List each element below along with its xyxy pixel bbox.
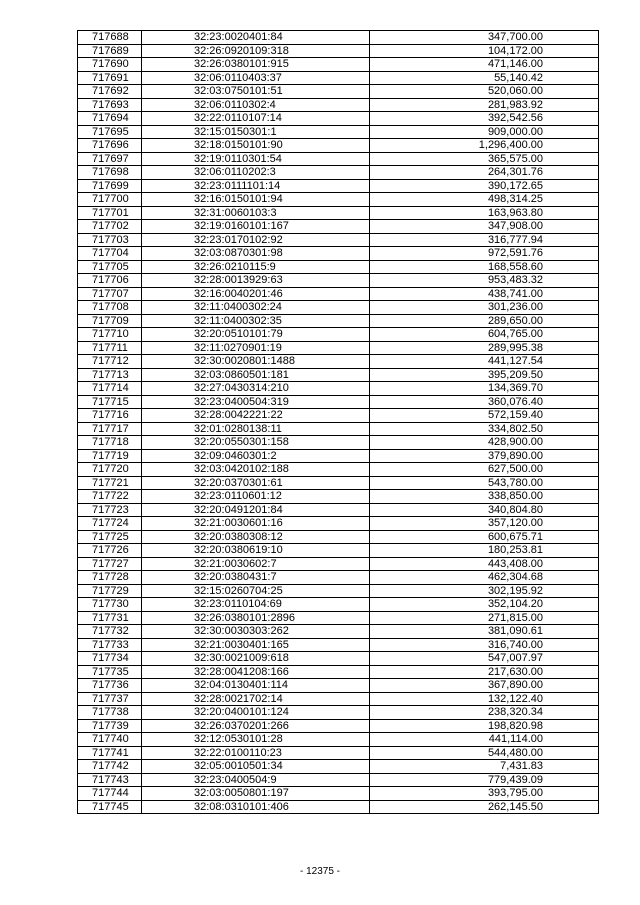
table-row <box>78 233 599 247</box>
cadastral-number-cell: 32:16:0040201:46 <box>142 287 370 301</box>
cadastral-number-cell: 32:28:0042221:22 <box>142 409 370 423</box>
cadastral-number-cell: 32:20:0370301:61 <box>142 476 370 490</box>
amount-cell: 972,591.76 <box>370 247 599 261</box>
record-id-cell: 717737 <box>78 692 142 706</box>
amount-cell: 132,122.40 <box>370 692 599 706</box>
table-row <box>78 58 599 72</box>
record-id-cell: 717722 <box>78 490 142 504</box>
record-id-cell: 717725 <box>78 530 142 544</box>
record-id-cell: 717743 <box>78 773 142 787</box>
amount-cell: 7,431.83 <box>370 760 599 774</box>
table-row <box>78 301 599 315</box>
cadastral-number-cell: 32:26:0370201:266 <box>142 719 370 733</box>
amount-cell: 365,575.00 <box>370 152 599 166</box>
cadastral-number-cell: 32:06:0110202:3 <box>142 166 370 180</box>
amount-cell: 271,815.00 <box>370 611 599 625</box>
record-id-cell: 717702 <box>78 220 142 234</box>
cadastral-number-cell: 32:15:0150301:1 <box>142 125 370 139</box>
table-row <box>78 31 599 45</box>
record-id-cell: 717692 <box>78 85 142 99</box>
table-row <box>78 638 599 652</box>
amount-cell: 392,542.56 <box>370 112 599 126</box>
table-row <box>78 98 599 112</box>
cadastral-number-cell: 32:21:0030602:7 <box>142 557 370 571</box>
table-row <box>78 503 599 517</box>
table-row <box>78 760 599 774</box>
amount-cell: 520,060.00 <box>370 85 599 99</box>
record-id-cell: 717736 <box>78 679 142 693</box>
cadastral-number-cell: 32:22:0100110:23 <box>142 746 370 760</box>
record-id-cell: 717718 <box>78 436 142 450</box>
table-row <box>78 719 599 733</box>
table-row <box>78 679 599 693</box>
cadastral-number-cell: 32:28:0021702:14 <box>142 692 370 706</box>
record-id-cell: 717712 <box>78 355 142 369</box>
cadastral-number-cell: 32:01:0280138:11 <box>142 422 370 436</box>
amount-cell: 104,172.00 <box>370 44 599 58</box>
cadastral-number-cell: 32:19:0160101:167 <box>142 220 370 234</box>
record-id-cell: 717714 <box>78 382 142 396</box>
cadastral-number-cell: 32:20:0400101:124 <box>142 706 370 720</box>
table-row <box>78 449 599 463</box>
amount-cell: 180,253.81 <box>370 544 599 558</box>
amount-cell: 262,145.50 <box>370 800 599 814</box>
table-row <box>78 530 599 544</box>
table-row <box>78 800 599 814</box>
record-id-cell: 717709 <box>78 314 142 328</box>
table-row <box>78 463 599 477</box>
amount-cell: 544,480.00 <box>370 746 599 760</box>
table-row <box>78 625 599 639</box>
amount-cell: 301,236.00 <box>370 301 599 315</box>
record-id-cell: 717699 <box>78 179 142 193</box>
cadastral-number-cell: 32:03:0050801:197 <box>142 787 370 801</box>
cadastral-number-cell: 32:20:0380308:12 <box>142 530 370 544</box>
amount-cell: 572,159.40 <box>370 409 599 423</box>
record-id-cell: 717741 <box>78 746 142 760</box>
cadastral-number-cell: 32:22:0110107:14 <box>142 112 370 126</box>
amount-cell: 338,850.00 <box>370 490 599 504</box>
table-row <box>78 598 599 612</box>
record-id-cell: 717703 <box>78 233 142 247</box>
table-row <box>78 422 599 436</box>
table-row <box>78 436 599 450</box>
cadastral-number-cell: 32:11:0270901:19 <box>142 341 370 355</box>
table-row <box>78 584 599 598</box>
table-row <box>78 490 599 504</box>
record-id-cell: 717720 <box>78 463 142 477</box>
table-row <box>78 476 599 490</box>
table-row <box>78 274 599 288</box>
cadastral-number-cell: 32:20:0380619:10 <box>142 544 370 558</box>
record-id-cell: 717693 <box>78 98 142 112</box>
table-row <box>78 260 599 274</box>
page-number: - 12375 - <box>299 866 341 877</box>
table-row <box>78 544 599 558</box>
table-row <box>78 652 599 666</box>
cadastral-number-cell: 32:27:0430314:210 <box>142 382 370 396</box>
cadastral-number-cell: 32:26:0210115:9 <box>142 260 370 274</box>
record-id-cell: 717719 <box>78 449 142 463</box>
record-id-cell: 717688 <box>78 31 142 45</box>
table-row <box>78 395 599 409</box>
record-id-cell: 717696 <box>78 139 142 153</box>
record-id-cell: 717716 <box>78 409 142 423</box>
amount-cell: 289,995.38 <box>370 341 599 355</box>
cadastral-number-cell: 32:11:0400302:24 <box>142 301 370 315</box>
amount-cell: 347,700.00 <box>370 31 599 45</box>
record-id-cell: 717717 <box>78 422 142 436</box>
cadastral-number-cell: 32:11:0400302:35 <box>142 314 370 328</box>
cadastral-number-cell: 32:23:0110104:69 <box>142 598 370 612</box>
table-row <box>78 328 599 342</box>
amount-cell: 289,650.00 <box>370 314 599 328</box>
cadastral-number-cell: 32:05:0010501:34 <box>142 760 370 774</box>
table-row <box>78 368 599 382</box>
cadastral-number-cell: 32:21:0030401:165 <box>142 638 370 652</box>
table-row <box>78 611 599 625</box>
table-row <box>78 193 599 207</box>
cadastral-number-cell: 32:20:0510101:79 <box>142 328 370 342</box>
cadastral-number-cell: 32:21:0030601:16 <box>142 517 370 531</box>
cadastral-number-cell: 32:12:0530101:28 <box>142 733 370 747</box>
amount-cell: 347,908.00 <box>370 220 599 234</box>
record-id-cell: 717713 <box>78 368 142 382</box>
record-id-cell: 717727 <box>78 557 142 571</box>
cadastral-number-cell: 32:23:0020401:84 <box>142 31 370 45</box>
amount-cell: 357,120.00 <box>370 517 599 531</box>
cadastral-number-cell: 32:20:0550301:158 <box>142 436 370 450</box>
record-id-cell: 717723 <box>78 503 142 517</box>
record-id-cell: 717740 <box>78 733 142 747</box>
record-id-cell: 717738 <box>78 706 142 720</box>
amount-cell: 779,439.09 <box>370 773 599 787</box>
cadastral-number-cell: 32:30:0021009:618 <box>142 652 370 666</box>
amount-cell: 134,369.70 <box>370 382 599 396</box>
table-row <box>78 341 599 355</box>
record-id-cell: 717690 <box>78 58 142 72</box>
table-row <box>78 314 599 328</box>
amount-cell: 462,304.68 <box>370 571 599 585</box>
record-id-cell: 717735 <box>78 665 142 679</box>
record-id-cell: 717691 <box>78 71 142 85</box>
table-row <box>78 355 599 369</box>
amount-cell: 627,500.00 <box>370 463 599 477</box>
table-row <box>78 571 599 585</box>
record-id-cell: 717729 <box>78 584 142 598</box>
amount-cell: 379,890.00 <box>370 449 599 463</box>
table-row <box>78 139 599 153</box>
record-id-cell: 717730 <box>78 598 142 612</box>
amount-cell: 316,777.94 <box>370 233 599 247</box>
table-row <box>78 409 599 423</box>
amount-cell: 264,301.76 <box>370 166 599 180</box>
cadastral-number-cell: 32:18:0150101:90 <box>142 139 370 153</box>
cadastral-number-cell: 32:20:0491201:84 <box>142 503 370 517</box>
cadastral-number-cell: 32:30:0030303:262 <box>142 625 370 639</box>
cadastral-number-cell: 32:23:0110601:12 <box>142 490 370 504</box>
record-id-cell: 717710 <box>78 328 142 342</box>
amount-cell: 909,000.00 <box>370 125 599 139</box>
cadastral-number-cell: 32:20:0380431:7 <box>142 571 370 585</box>
cadastral-number-cell: 32:06:0110302:4 <box>142 98 370 112</box>
amount-cell: 55,140.42 <box>370 71 599 85</box>
amount-cell: 953,483.32 <box>370 274 599 288</box>
cadastral-number-cell: 32:31:0060103:3 <box>142 206 370 220</box>
cadastral-number-cell: 32:15:0260704:25 <box>142 584 370 598</box>
cadastral-number-cell: 32:26:0380101:2896 <box>142 611 370 625</box>
record-id-cell: 717694 <box>78 112 142 126</box>
table-row <box>78 557 599 571</box>
record-id-cell: 717707 <box>78 287 142 301</box>
amount-cell: 163,963.80 <box>370 206 599 220</box>
record-id-cell: 717700 <box>78 193 142 207</box>
record-id-cell: 717705 <box>78 260 142 274</box>
table-row <box>78 287 599 301</box>
cadastral-number-cell: 32:26:0380101:915 <box>142 58 370 72</box>
record-id-cell: 717732 <box>78 625 142 639</box>
record-id-cell: 717724 <box>78 517 142 531</box>
record-id-cell: 717706 <box>78 274 142 288</box>
cadastral-number-cell: 32:23:0400504:9 <box>142 773 370 787</box>
amount-cell: 217,630.00 <box>370 665 599 679</box>
amount-cell: 441,127.54 <box>370 355 599 369</box>
cadastral-number-cell: 32:04:0130401:114 <box>142 679 370 693</box>
record-id-cell: 717715 <box>78 395 142 409</box>
table-row <box>78 71 599 85</box>
record-id-cell: 717695 <box>78 125 142 139</box>
amount-cell: 238,320.34 <box>370 706 599 720</box>
amount-cell: 441,114.00 <box>370 733 599 747</box>
amount-cell: 471,146.00 <box>370 58 599 72</box>
record-id-cell: 717708 <box>78 301 142 315</box>
table-row <box>78 152 599 166</box>
cadastral-number-cell: 32:16:0150101:94 <box>142 193 370 207</box>
record-id-cell: 717689 <box>78 44 142 58</box>
table-row <box>78 112 599 126</box>
table-row <box>78 787 599 801</box>
record-id-cell: 717704 <box>78 247 142 261</box>
table-row <box>78 692 599 706</box>
cadastral-number-cell: 32:03:0420102:188 <box>142 463 370 477</box>
record-id-cell: 717742 <box>78 760 142 774</box>
amount-cell: 498,314.25 <box>370 193 599 207</box>
amount-cell: 390,172.65 <box>370 179 599 193</box>
amount-cell: 340,804.80 <box>370 503 599 517</box>
table-row <box>78 85 599 99</box>
amount-cell: 316,740.00 <box>370 638 599 652</box>
table-body <box>78 31 599 814</box>
record-id-cell: 717731 <box>78 611 142 625</box>
amount-cell: 198,820.98 <box>370 719 599 733</box>
amount-cell: 600,675.71 <box>370 530 599 544</box>
cadastral-number-cell: 32:19:0110301:54 <box>142 152 370 166</box>
cadastral-number-cell: 32:09:0460301:2 <box>142 449 370 463</box>
amount-cell: 281,983.92 <box>370 98 599 112</box>
record-id-cell: 717726 <box>78 544 142 558</box>
record-id-cell: 717721 <box>78 476 142 490</box>
amount-cell: 395,209.50 <box>370 368 599 382</box>
cadastral-number-cell: 32:06:0110403:37 <box>142 71 370 85</box>
amount-cell: 367,890.00 <box>370 679 599 693</box>
data-table <box>77 30 599 814</box>
record-id-cell: 717697 <box>78 152 142 166</box>
amount-cell: 428,900.00 <box>370 436 599 450</box>
table-row <box>78 44 599 58</box>
record-id-cell: 717739 <box>78 719 142 733</box>
table-row <box>78 220 599 234</box>
record-id-cell: 717728 <box>78 571 142 585</box>
amount-cell: 381,090.61 <box>370 625 599 639</box>
amount-cell: 604,765.00 <box>370 328 599 342</box>
table-row <box>78 206 599 220</box>
amount-cell: 438,741.00 <box>370 287 599 301</box>
table-row <box>78 746 599 760</box>
table-row <box>78 247 599 261</box>
cadastral-number-cell: 32:03:0860501:181 <box>142 368 370 382</box>
table-row <box>78 179 599 193</box>
cadastral-number-cell: 32:26:0920109:318 <box>142 44 370 58</box>
table-row <box>78 665 599 679</box>
table-row <box>78 773 599 787</box>
cadastral-number-cell: 32:28:0013929:63 <box>142 274 370 288</box>
record-id-cell: 717744 <box>78 787 142 801</box>
table-row <box>78 166 599 180</box>
table-row <box>78 125 599 139</box>
amount-cell: 352,104.20 <box>370 598 599 612</box>
amount-cell: 1,296,400.00 <box>370 139 599 153</box>
table-row <box>78 517 599 531</box>
cadastral-number-cell: 32:30:0020801:1488 <box>142 355 370 369</box>
cadastral-number-cell: 32:03:0750101:51 <box>142 85 370 99</box>
amount-cell: 393,795.00 <box>370 787 599 801</box>
record-id-cell: 717733 <box>78 638 142 652</box>
cadastral-number-cell: 32:23:0111101:14 <box>142 179 370 193</box>
amount-cell: 547,007.97 <box>370 652 599 666</box>
amount-cell: 443,408.00 <box>370 557 599 571</box>
cadastral-number-cell: 32:28:0041208:166 <box>142 665 370 679</box>
amount-cell: 334,802.50 <box>370 422 599 436</box>
amount-cell: 168,558.60 <box>370 260 599 274</box>
cadastral-number-cell: 32:23:0170102:92 <box>142 233 370 247</box>
record-id-cell: 717734 <box>78 652 142 666</box>
amount-cell: 543,780.00 <box>370 476 599 490</box>
cadastral-number-cell: 32:03:0870301:98 <box>142 247 370 261</box>
table-row <box>78 382 599 396</box>
record-id-cell: 717701 <box>78 206 142 220</box>
table-row <box>78 733 599 747</box>
record-id-cell: 717745 <box>78 800 142 814</box>
amount-cell: 302,195.92 <box>370 584 599 598</box>
record-id-cell: 717711 <box>78 341 142 355</box>
record-id-cell: 717698 <box>78 166 142 180</box>
cadastral-number-cell: 32:08:0310101:406 <box>142 800 370 814</box>
amount-cell: 360,076.40 <box>370 395 599 409</box>
table-row <box>78 706 599 720</box>
cadastral-number-cell: 32:23:0400504:319 <box>142 395 370 409</box>
